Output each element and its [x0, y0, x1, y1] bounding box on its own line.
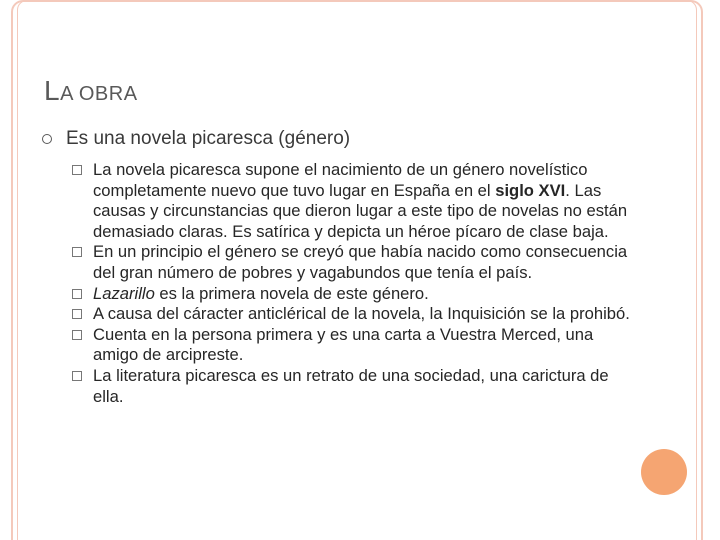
sub-bullet-text: . Las causas y circunstancias que dieron lugar a este tipo de novelas no están demasiado claras. Es satírica y depicta un héroe pícaro de clase baja.: [93, 180, 628, 241]
sub-bullet-text: A causa del cáracter anticlérical de la novela, la Inquisición se la prohibó.: [93, 304, 630, 324]
square-bullet-icon: [72, 289, 82, 299]
sub-bullet-text: es la primera novela de este género.: [154, 283, 429, 303]
sub-bullet-item: [72, 284, 632, 305]
square-bullet-icon: [72, 165, 82, 175]
sub-bullet-item: [72, 160, 632, 242]
decorative-circle: [641, 449, 687, 495]
square-bullet-icon: [72, 371, 82, 381]
sub-bullet-item: [72, 304, 632, 325]
sub-bullet-item: [72, 325, 632, 366]
square-bullet-icon: [72, 309, 82, 319]
sub-bullet-text: Cuenta en la persona primera y es una carta a Vuestra Merced, una amigo de arcipreste.: [93, 324, 594, 365]
sub-bullet-text: La literatura picaresca es un retrato de una sociedad, una carictura de ella.: [93, 365, 609, 406]
square-bullet-icon: [72, 330, 82, 340]
sub-bullet-list: [72, 160, 632, 407]
main-bullet-text: Es una novela picaresca (género): [66, 128, 351, 149]
sub-bullet-bold: siglo XVI: [495, 180, 566, 200]
slide-title: [44, 75, 138, 107]
sub-bullet-text: La novela picaresca supone el nacimiento de un género novelístico completamente nuevo que tuvo lugar en España en el: [93, 160, 588, 200]
sub-bullet-text: En un principio el género se creyó que había nacido como consecuencia del gran número de pobres y vagabundos que tenía el país.: [93, 242, 628, 282]
title-rest: A OBRA: [60, 83, 138, 105]
title-first-letter: L: [44, 75, 61, 106]
sub-bullet-item: [72, 366, 632, 407]
sub-bullet-italic: Lazarillo: [93, 283, 155, 303]
sub-bullet-item: [72, 242, 632, 283]
circle-bullet-icon: [42, 134, 52, 144]
square-bullet-icon: [72, 247, 82, 257]
